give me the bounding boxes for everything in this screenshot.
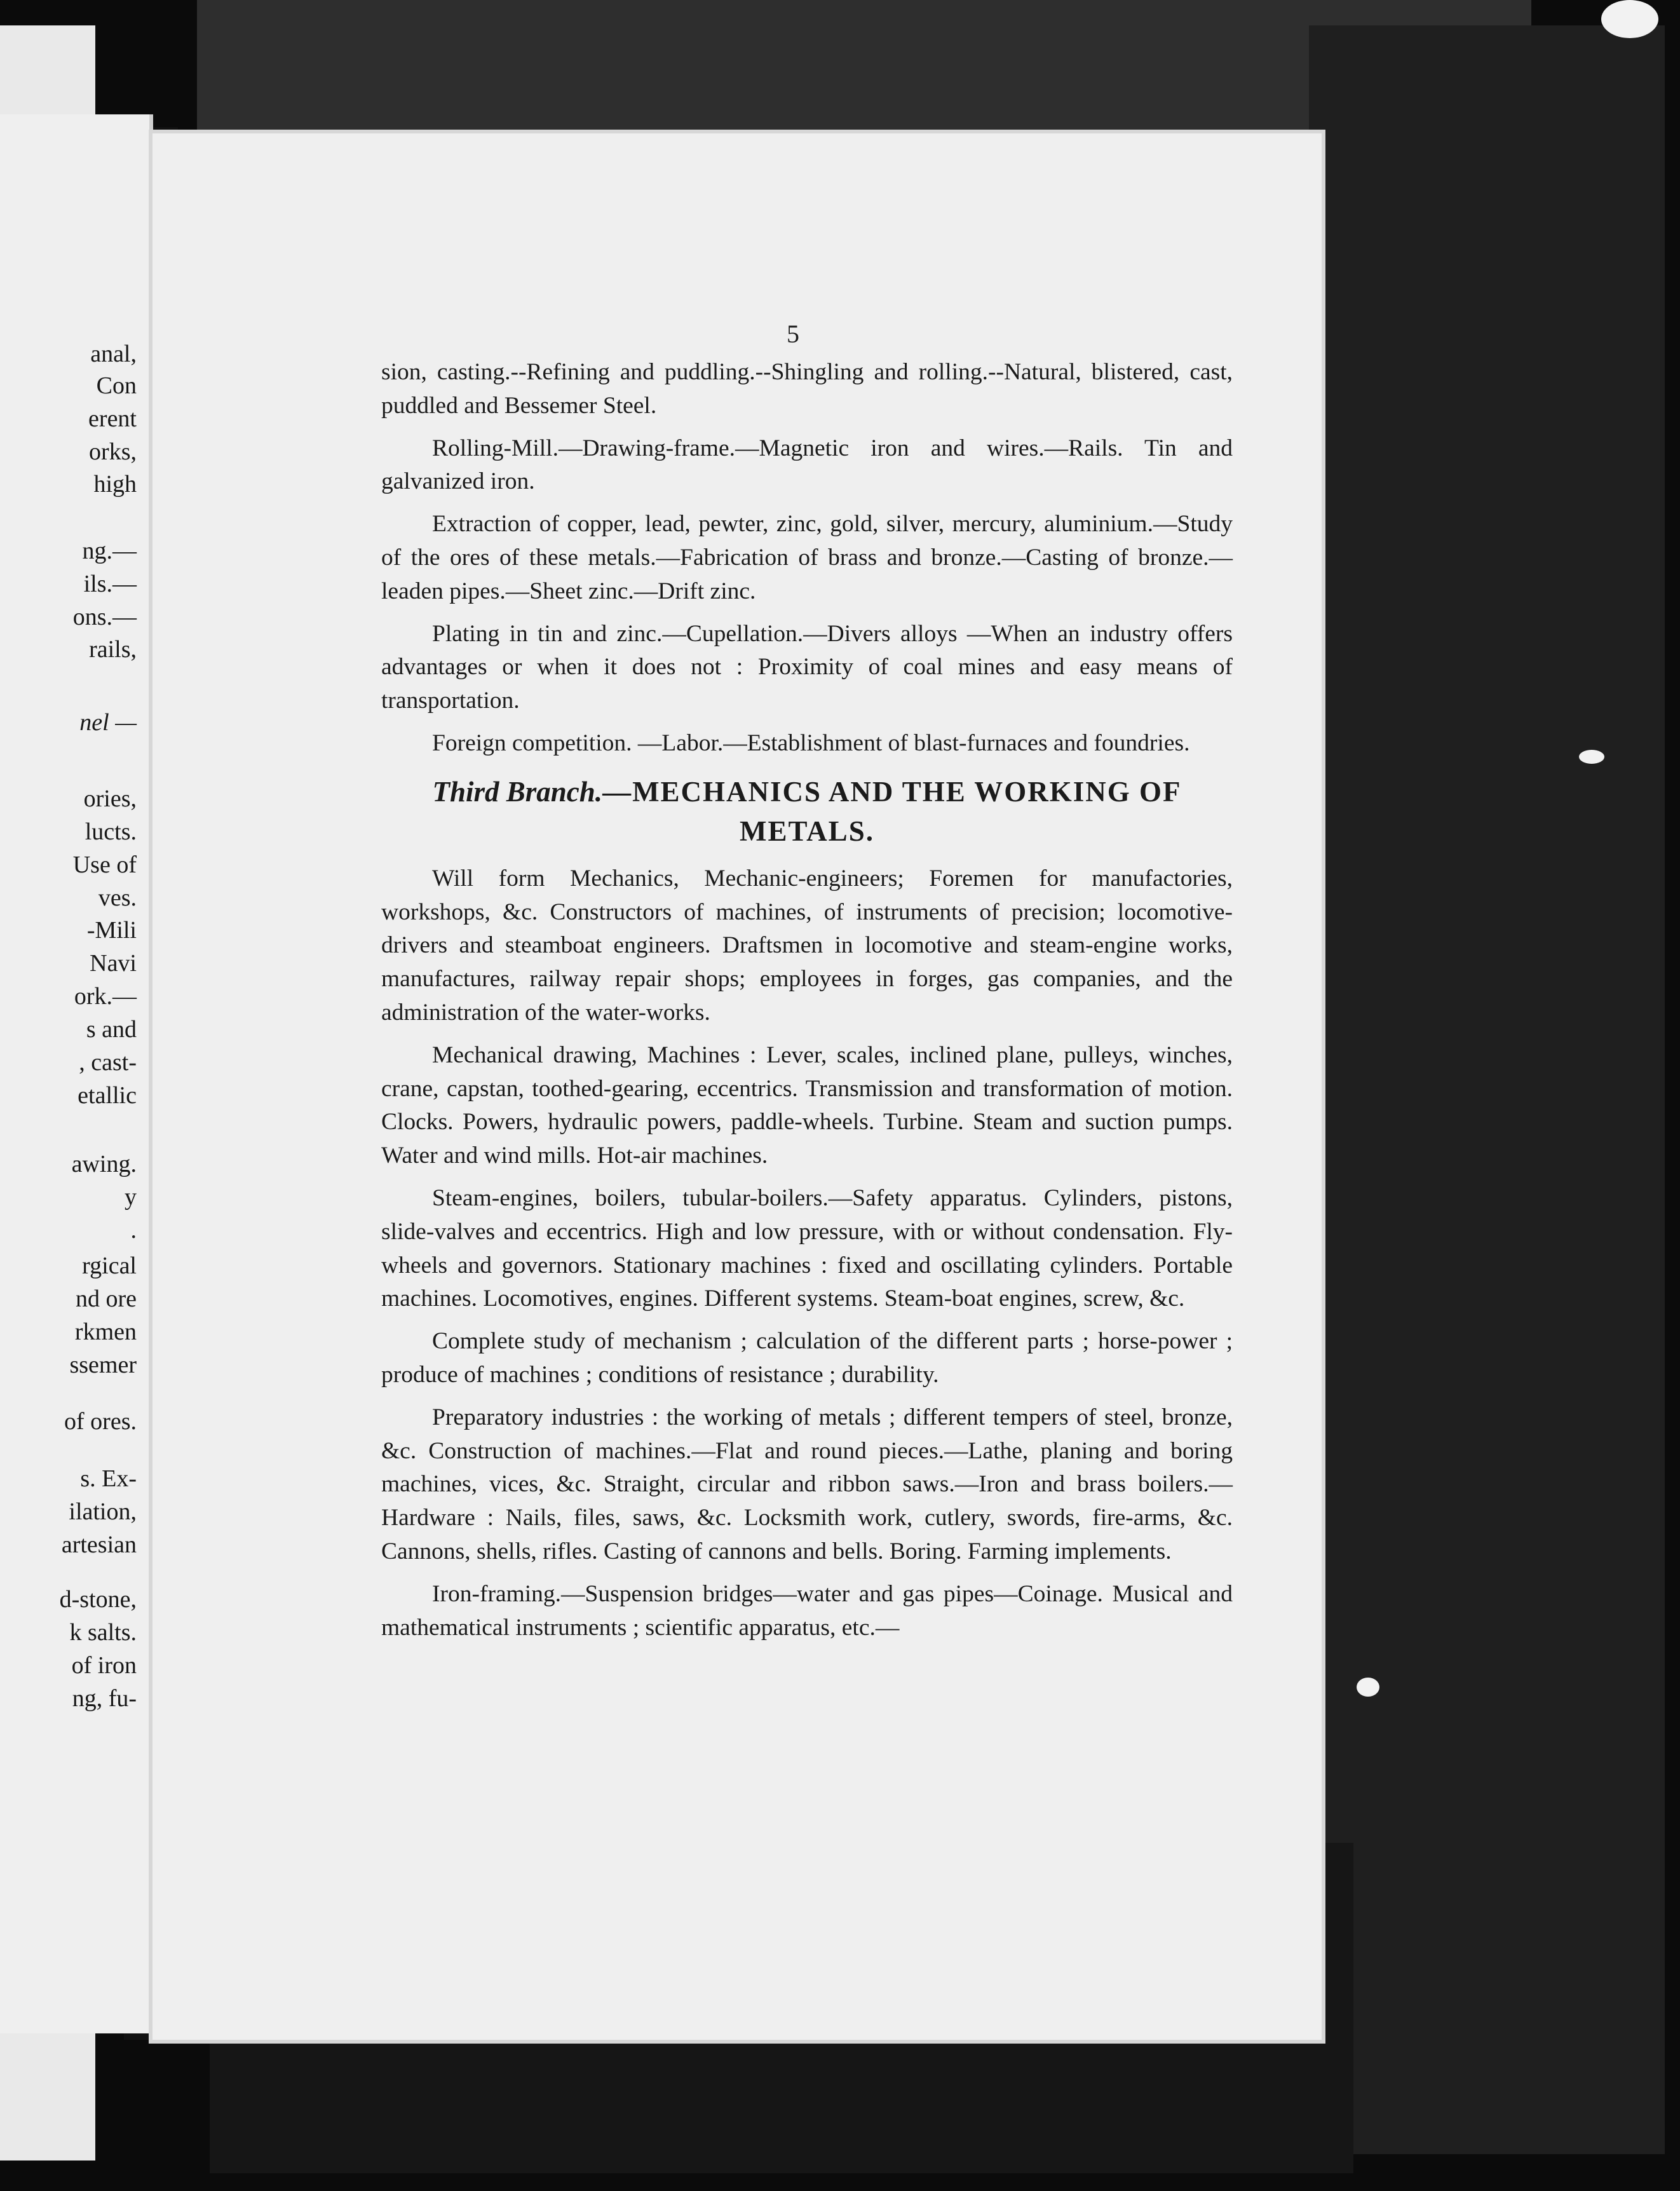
left-page-line: y: [125, 1184, 137, 1211]
left-page-line: -Mili: [86, 917, 137, 944]
left-page-line: ons.—: [72, 604, 137, 630]
film-speck: [1601, 0, 1658, 38]
left-page-line: lucts.: [85, 818, 137, 845]
section-heading: [381, 772, 1233, 851]
left-page-line: erent: [88, 405, 137, 432]
film-background-right: [1309, 25, 1665, 2154]
left-page-line: k salts.: [69, 1619, 137, 1646]
film-speck: [1357, 1678, 1379, 1697]
paragraph: Foreign competition. —Labor.—Establishment of blast-furnaces and foundries.: [432, 729, 1190, 756]
left-page-line: anal,: [90, 341, 137, 367]
left-page-line: ories,: [83, 785, 137, 812]
left-page-line: ng.—: [82, 538, 137, 564]
paragraph: Mechanical drawing, Machines : Lever, scales, inclined plane, pulleys, winches, crane, capstan, toothed-gearing, eccentrics. Transmission and transformation of motion. Clocks. Powers, hydraulic powers, paddle-wheels. Turbine. Steam and suction pumps. Water and wind mills. Hot-air machines.: [381, 1041, 1233, 1169]
paragraph: Complete study of mechanism ; calculation of the different parts ; horse-power ; produce of machines ; conditions of resistance ; durability.: [381, 1328, 1233, 1388]
left-page-line: etallic: [78, 1082, 137, 1109]
left-page-line: , cast-: [79, 1049, 137, 1076]
left-page-line: ilation,: [69, 1498, 137, 1525]
left-page-line: s and: [86, 1016, 137, 1043]
left-page-line: orks,: [89, 438, 137, 465]
paragraph: Extraction of copper, lead, pewter, zinc, gold, silver, mercury, aluminium.—Study of the ores of these metals.—Fabrication of brass and bronze.—Casting of bronze.—leaden pipes.—Sheet zinc.—Drift zinc.: [381, 511, 1233, 604]
paragraph: Iron-framing.—Suspension bridges—water and gas pipes—Coinage. Musical and mathematical instruments ; scientific apparatus, etc.—: [381, 1580, 1233, 1641]
paragraph: Will form Mechanics, Mechanic-engineers; Foremen for manufactories, workshops, &c. Constructors of machines, of instruments of precision; locomotive-drivers and steamboat engineers. Draftsmen in locomotive and steam-engine works, manufactures, railway repair shops; employees in forges, gas companies, and the administration of the water-works.: [381, 865, 1233, 1026]
left-page-line: of ores.: [64, 1408, 137, 1435]
section-heading-italic: Third Branch.: [432, 775, 603, 808]
left-page-line: rails,: [89, 636, 137, 663]
left-page: [0, 114, 153, 2033]
left-page-line: d-stone,: [59, 1586, 137, 1613]
left-page-line: ng, fu-: [72, 1685, 137, 1712]
left-page-line: ves.: [98, 885, 137, 911]
left-page-line: ssemer: [69, 1352, 137, 1378]
left-page-line: high: [93, 471, 137, 498]
left-page-line: rkmen: [74, 1319, 137, 1345]
left-page-line: Navi: [90, 950, 137, 977]
left-page-line: ils.—: [83, 571, 137, 597]
left-page-line: .: [130, 1217, 137, 1244]
left-page-line: nd ore: [75, 1285, 137, 1312]
left-page-line: awing.: [71, 1151, 137, 1177]
left-page-line: Use of: [72, 851, 137, 878]
left-page-line: nel —: [79, 709, 137, 736]
left-page-line: s. Ex-: [80, 1465, 137, 1492]
page: [152, 133, 1322, 2040]
page-body: [381, 356, 1233, 1653]
paragraph: sion, casting.--Refining and puddling.--Shingling and rolling.--Natural, blistered, cast, puddled and Bessemer Steel.: [381, 359, 1233, 419]
paragraph: Plating in tin and zinc.—Cupellation.—Divers alloys —When an industry offers advantages or when it does not : Proximity of coal mines and easy means of transportation.: [381, 620, 1233, 714]
left-page-line: of iron: [71, 1652, 137, 1679]
section-heading-title: —MECHANICS AND THE WORKING OF METALS.: [602, 775, 1182, 847]
film-speck: [1579, 750, 1604, 764]
paragraph: Rolling-Mill.—Drawing-frame.—Magnetic iron and wires.—Rails. Tin and galvanized iron.: [381, 435, 1233, 495]
left-page-line: ork.—: [74, 983, 137, 1010]
left-page-line: Con: [96, 372, 137, 399]
left-page-line: artesian: [61, 1531, 137, 1558]
paragraph: Preparatory industries : the working of metals ; different tempers of steel, bronze, &c. Construction of machines.—Flat and round pieces.—Lathe, planing and boring machines, vices, &c. Straight, circular and ribbon saws.—Iron and brass boilers.—Hardware : Nails, files, saws, &c. Locksmith work, cutlery, swords, fire-arms, &c. Cannons, shells, rifles. Casting of cannons and bells. Boring. Farming implements.: [381, 1404, 1233, 1564]
paragraph: Steam-engines, boilers, tubular-boilers.—Safety apparatus. Cylinders, pistons, slide-valves and eccentrics. High and low pressure, with or without condensation. Fly-wheels and governors. Stationary machines : fixed and oscillating cylinders. Portable machines. Locomotives, engines. Different systems. Steam-boat engines, screw, &c.: [381, 1184, 1233, 1312]
left-page-line: rgical: [82, 1252, 137, 1279]
page-number: 5: [787, 320, 799, 348]
